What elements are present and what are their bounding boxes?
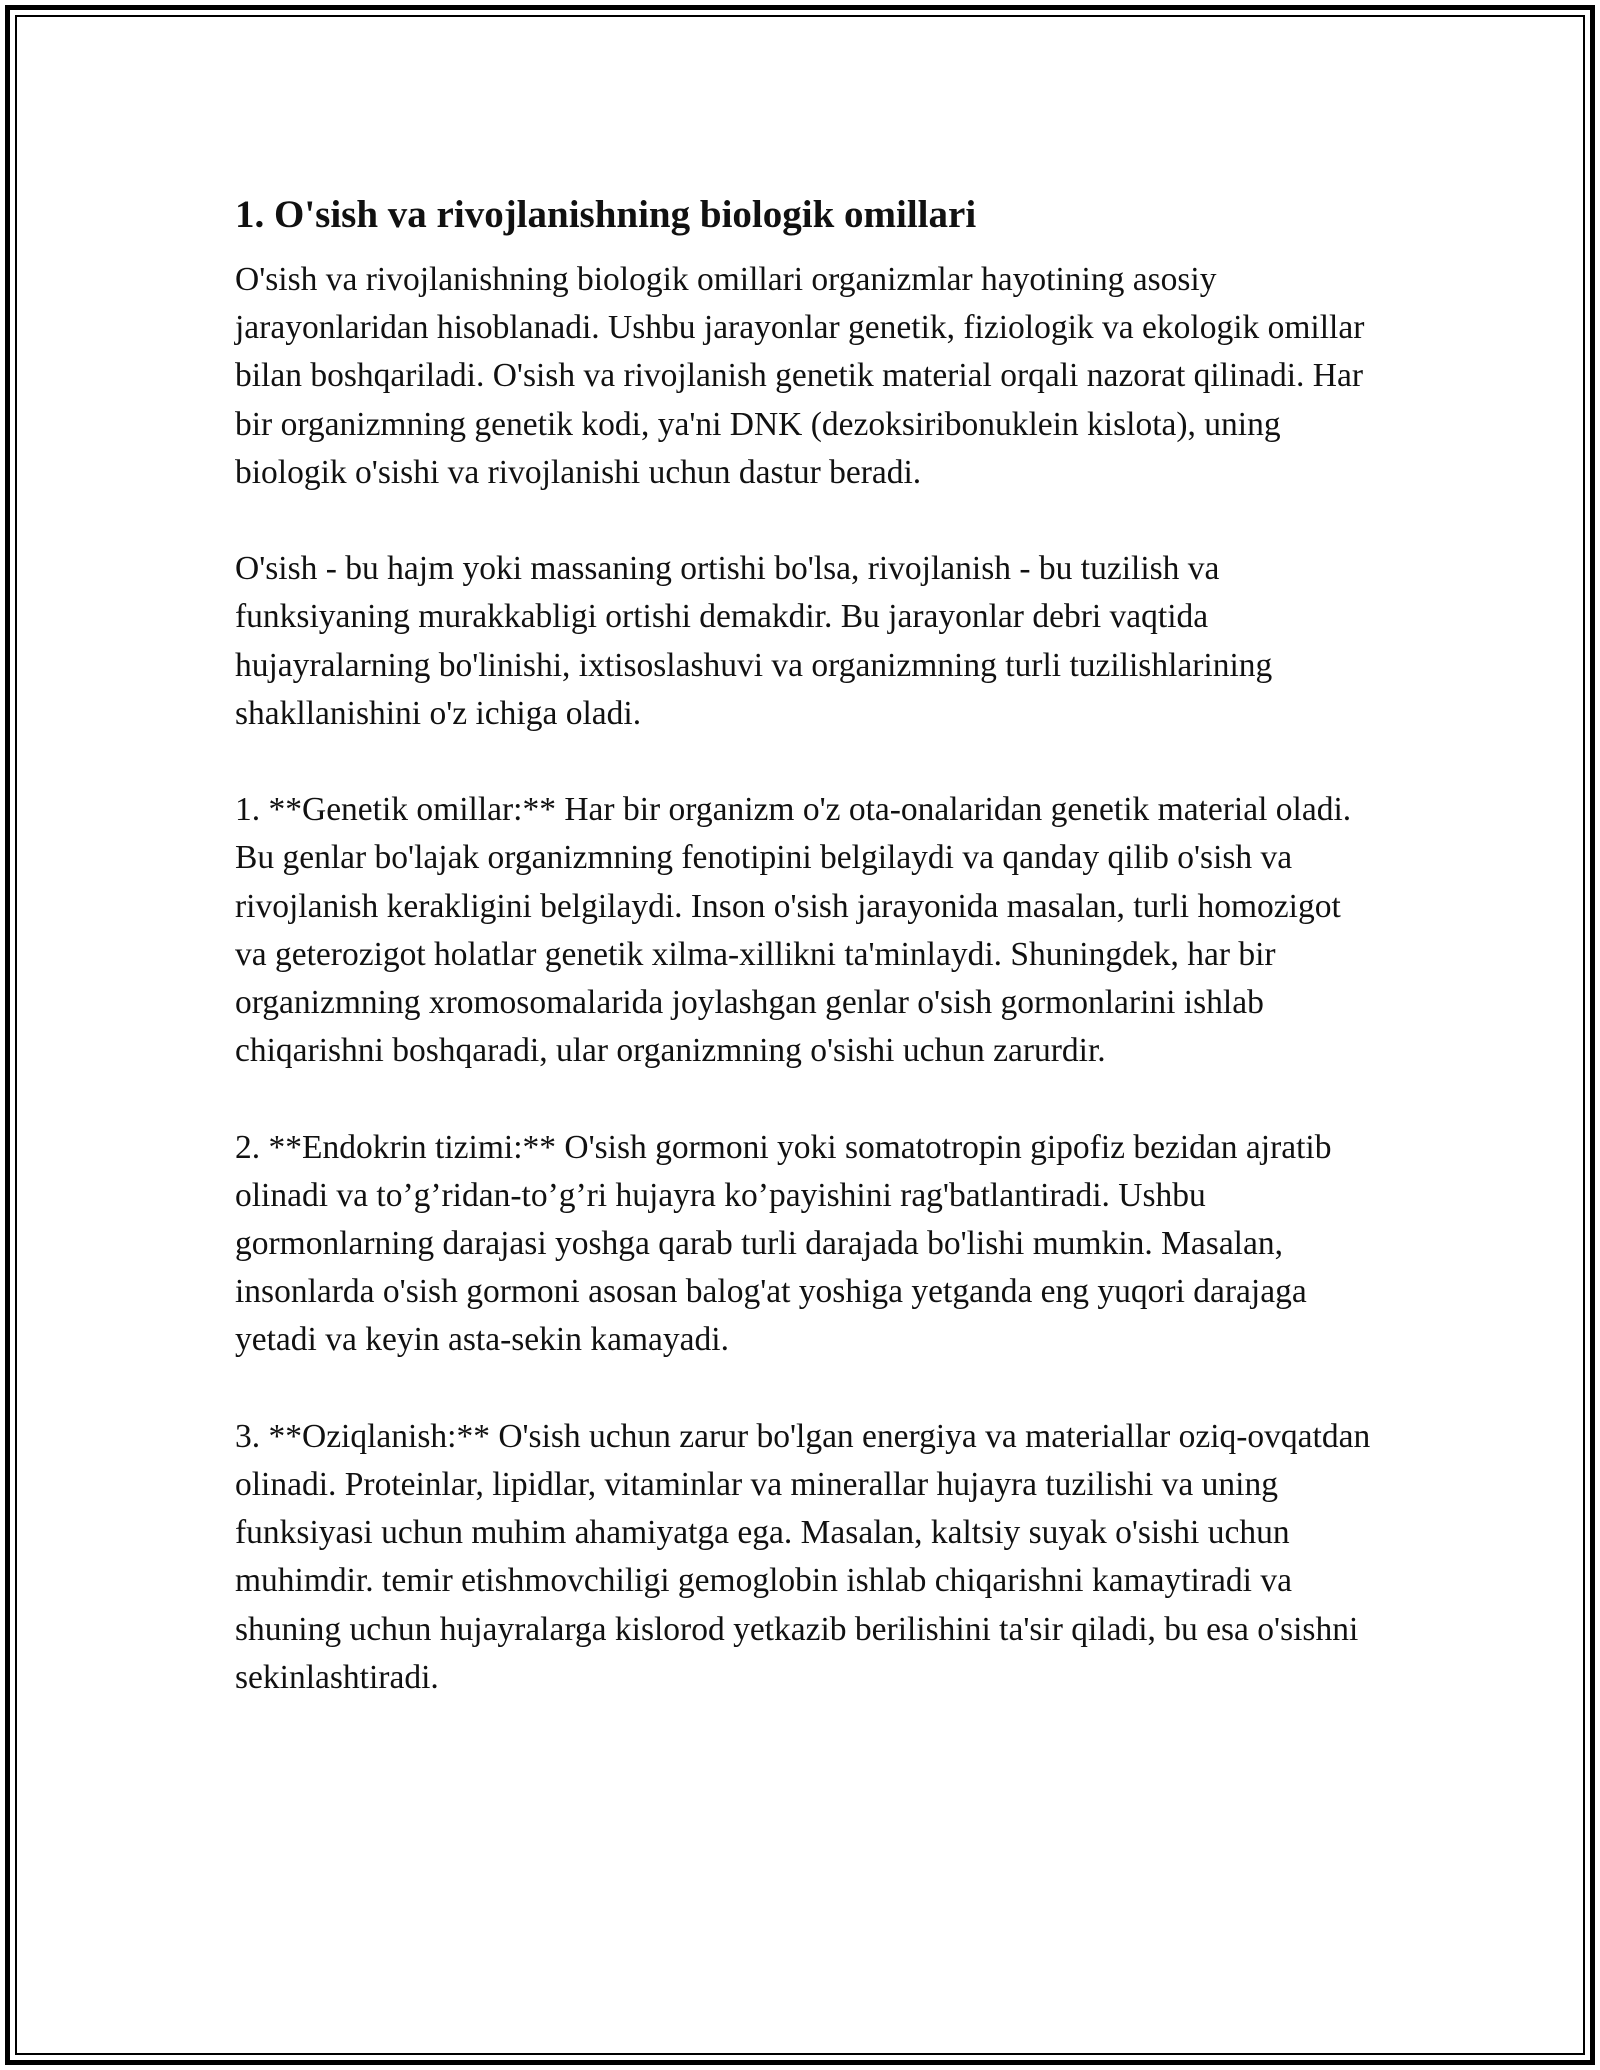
document-title: 1. O'sish va rivojlanishning biologik omillari: [235, 193, 977, 236]
paragraph-endocrine-system: 2. **Endokrin tizimi:** O'sish gormoni yoki somatotropin gipofiz bezidan ajratib olinadi va to’g’ridan-to’g’ri hujayra ko’payishini rag'batlantiradi. Ushbu gormonlarning darajasi yoshga qarab turli darajada bo'lishi mumkin. Masalan, insonlarda o'sish gormoni asosan balog'at yoshiga yetganda eng yuqori darajaga yetadi va keyin asta-sekin kamayadi.: [235, 1128, 1332, 1359]
document-body: [235, 186, 1375, 1750]
paragraph-definition: O'sish - bu hajm yoki massaning ortishi bo'lsa, rivojlanish - bu tuzilish va funksiyaning murakkabligi ortishi demakdir. Bu jarayonlar debri vaqtida hujayralarning bo'linishi, ixtisoslashuvi va organizmning turli tuzilishlarining shakllanishini o'z ichiga oladi.: [235, 550, 1273, 732]
paragraph-genetic-factors: 1. **Genetik omillar:** Har bir organizm o'z ota-onalaridan genetik material oladi. Bu genlar bo'lajak organizmning fenotipini belgilaydi va qanday qilib o'sish va rivojlanish kerakligini belgilaydi. Inson o'sish jarayonida masalan, turli homozigot va geterozigot holatlar genetik xilma-xillikni ta'minlaydi. Shuningdek, har bir organizmning xromosomalarida joylashgan genlar o'sish gormonlarini ishlab chiqarishni boshqaradi, ular organizmning o'sishi uchun zarurdir.: [235, 791, 1352, 1070]
paragraph-nutrition: 3. **Oziqlanish:** O'sish uchun zarur bo'lgan energiya va materiallar oziq-ovqatdan olinadi. Proteinlar, lipidlar, vitaminlar va minerallar hujayra tuzilishi va uning funksiyasi uchun muhim ahamiyatga ega. Masalan, kaltsiy suyak o'sishi uchun muhimdir. temir etishmovchiligi gemoglobin ishlab chiqarishni kamaytiradi va shuning uchun hujayralarga kislorod yetkazib berilishini ta'sir qiladi, bu esa o'sishni sekinlashtiradi.: [235, 1417, 1371, 1696]
paragraph-intro: O'sish va rivojlanishning biologik omillari organizmlar hayotining asosiy jarayonlaridan hisoblanadi. Ushbu jarayonlar genetik, fiziologik va ekologik omillar bilan boshqariladi. O'sish va rivojlanish genetik material orqali nazorat qilinadi. Har bir organizmning genetik kodi, ya'ni DNK (dezoksiribonuklein kislota), uning biologik o'sishi va rivojlanishi uchun dastur beradi.: [235, 261, 1365, 491]
